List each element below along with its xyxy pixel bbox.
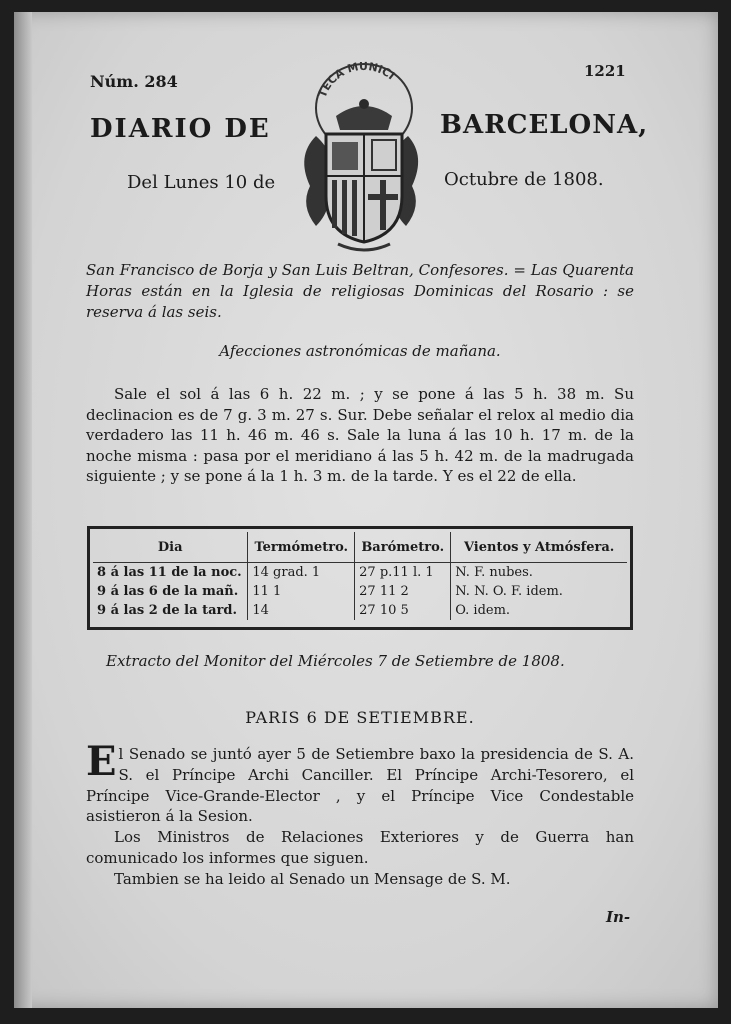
saints-of-the-day: San Francisco de Borja y San Luis Beltran, Confesores. = Las Quarenta Horas están en la Iglesia de religiosas Dominicas del Rosario : se reserva á las seis.: [86, 261, 634, 321]
cell-termometro: 14: [248, 601, 355, 620]
article-paragraph-2: Los Ministros de Relaciones Exteriores y de Guerra han comunicado los informes que siguen.: [86, 828, 634, 867]
issue-number: Núm. 284: [90, 72, 178, 91]
table-row: [93, 563, 627, 583]
masthead-title-right: BARCELONA,: [440, 110, 649, 140]
cell-vientos: N. F. nubes.: [455, 565, 533, 580]
drop-cap: E: [86, 738, 117, 785]
catchword: In-: [606, 908, 631, 926]
article-body: [86, 738, 634, 890]
cell-vientos: N. N. O. F. idem.: [455, 584, 563, 599]
page-binding: [14, 12, 32, 1008]
weather-table-grid: [93, 532, 627, 620]
column-header-dia: Dia: [93, 532, 248, 563]
weather-table: [87, 526, 633, 630]
seal-text: TECA MUNICI: [315, 59, 398, 100]
table-row: [93, 601, 627, 620]
newspaper-page: [14, 12, 718, 1008]
masthead-title-left: DIARIO DE: [90, 114, 271, 144]
astronomy-heading: Afecciones astronómicas de mañana.: [219, 342, 501, 360]
cell-barometro: 27 p.11 l. 1: [355, 563, 451, 583]
cell-termometro: 11 1: [248, 582, 355, 601]
astronomy-text: Sale el sol á las 6 h. 22 m. ; y se pone á las 5 h. 38 m. Su declinacion es de 7 g. 3 m. 27 s. Sur. Debe señalar el relox al medio dia verdadero las 11 h. 46 m. 46 s. Sale la luna á las 10 h. 17 m. de la noche misma : pasa por el meridiano á las 5 h. 42 m. de la madrugada siguiente ; y se pone á la 1 h. 3 m. de la tarde. Y es el 22 de ella.: [86, 385, 634, 485]
cell-dia: 9 á las 6 de la mañ.: [93, 582, 248, 601]
table-header-row: [93, 532, 627, 563]
paragraph-text: l Senado se juntó ayer 5 de Setiembre baxo la presidencia de S. A. S. el Príncipe Archi Canciller. El Príncipe Archi-Tesorero, el Príncipe Vice-Grande-Elector , y el Príncipe Vice Condestable asistieron á la Sesion.: [86, 745, 634, 826]
cell-dia: 8 á las 11 de la noc.: [93, 563, 248, 583]
extract-heading: Extracto del Monitor del Miércoles 7 de Setiembre de 1808.: [106, 652, 565, 670]
cell-vientos: O. idem.: [455, 603, 511, 618]
svg-text:TECA MUNICI: [316, 60, 397, 99]
article-paragraph-1: [86, 738, 634, 827]
coat-of-arms-icon: [286, 56, 432, 252]
date-right: Octubre de 1808.: [444, 169, 604, 190]
date-left: Del Lunes 10 de: [127, 172, 276, 193]
cell-termometro: 14 grad. 1: [248, 563, 355, 583]
cell-barometro: 27 10 5: [355, 601, 451, 620]
paris-heading: PARIS 6 DE SETIEMBRE.: [245, 708, 475, 727]
page-number: 1221: [584, 62, 626, 80]
cell-barometro: 27 11 2: [355, 582, 451, 601]
cell-dia: 9 á las 2 de la tard.: [93, 601, 248, 620]
table-row: [93, 582, 627, 601]
article-paragraph-3: Tambien se ha leido al Senado un Mensage de S. M.: [114, 869, 511, 888]
column-header-termometro: Termómetro.: [248, 532, 355, 563]
column-header-barometro: Barómetro.: [355, 532, 451, 563]
column-header-vientos: Vientos y Atmósfera.: [451, 532, 627, 563]
